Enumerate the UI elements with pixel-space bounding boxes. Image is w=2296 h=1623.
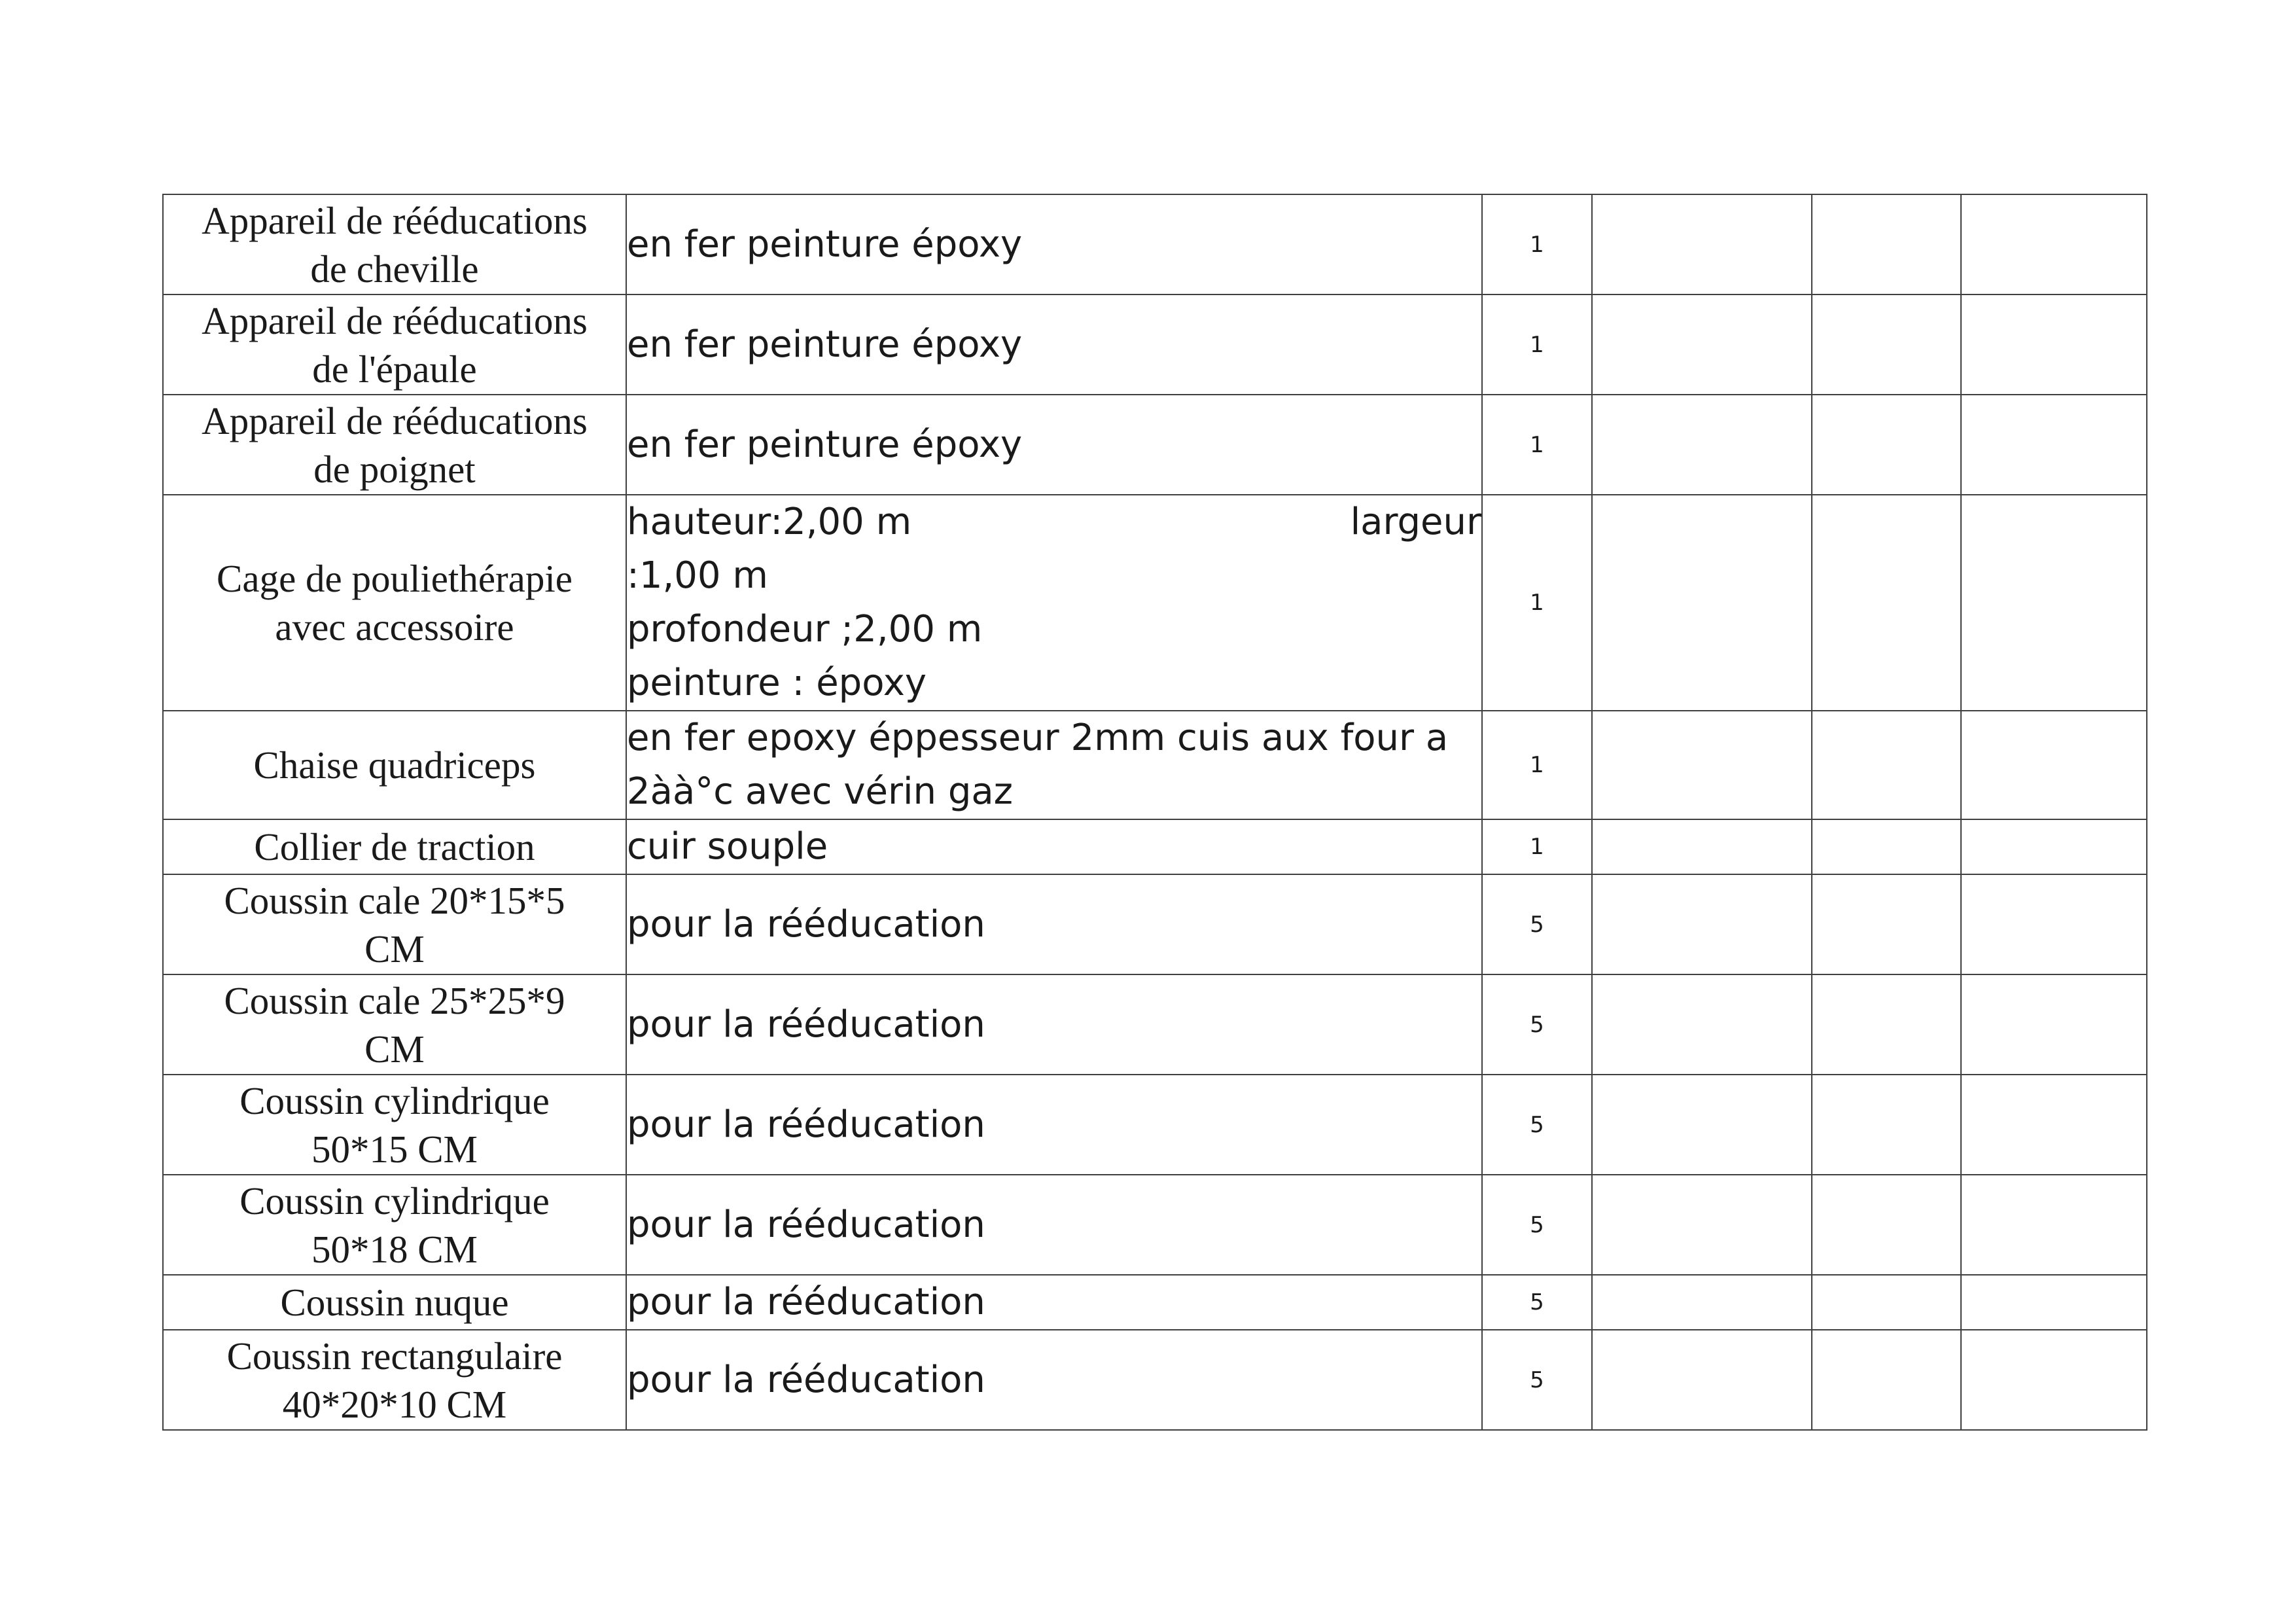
item-name-cell xyxy=(163,874,626,974)
empty-cell xyxy=(1592,194,1812,294)
item-description-cell xyxy=(626,1175,1482,1275)
item-name-cell xyxy=(163,1175,626,1275)
item-name-line: Coussin cale 20*15*5 xyxy=(224,878,565,922)
item-name-line: Coussin rectangulaire xyxy=(226,1334,563,1378)
empty-cell xyxy=(1812,395,1961,495)
item-description-line: pour la rééducation xyxy=(627,1358,985,1401)
empty-cell xyxy=(1812,819,1961,874)
empty-cell xyxy=(1812,974,1961,1075)
item-name-line: de cheville xyxy=(310,247,479,291)
item-name-line: 50*18 CM xyxy=(311,1227,478,1271)
table-row xyxy=(163,874,2147,974)
empty-cell xyxy=(1961,1075,2147,1175)
table-row xyxy=(163,395,2147,495)
equipment-table xyxy=(162,194,2147,1431)
item-quantity: 5 xyxy=(1482,974,1592,1075)
item-description-cell xyxy=(626,974,1482,1075)
item-description-cell xyxy=(626,495,1482,711)
item-description-cell xyxy=(626,711,1482,819)
empty-cell xyxy=(1812,1075,1961,1175)
empty-cell xyxy=(1961,711,2147,819)
empty-cell xyxy=(1812,294,1961,395)
item-name-line: de poignet xyxy=(313,447,476,491)
item-quantity: 1 xyxy=(1482,395,1592,495)
empty-cell xyxy=(1592,1075,1812,1175)
item-description-fragment: largeur xyxy=(1350,501,1481,543)
table-row xyxy=(163,294,2147,395)
item-name-line: 50*15 CM xyxy=(311,1127,478,1171)
item-description-line: pour la rééducation xyxy=(627,1103,985,1146)
table-row xyxy=(163,819,2147,874)
item-quantity: 5 xyxy=(1482,1330,1592,1430)
item-name-line: Coussin cylindrique xyxy=(239,1179,550,1222)
item-description-cell xyxy=(626,395,1482,495)
item-name-cell xyxy=(163,395,626,495)
item-name-line: Collier de traction xyxy=(254,825,535,868)
empty-cell xyxy=(1812,1275,1961,1330)
item-description-line: profondeur ;2,00 m xyxy=(627,608,983,651)
item-name-cell xyxy=(163,819,626,874)
item-quantity: 5 xyxy=(1482,1175,1592,1275)
table-row xyxy=(163,194,2147,294)
empty-cell xyxy=(1812,874,1961,974)
item-name-line: de l'épaule xyxy=(312,347,477,391)
item-quantity: 1 xyxy=(1482,194,1592,294)
empty-cell xyxy=(1592,294,1812,395)
item-name-cell xyxy=(163,1330,626,1430)
item-description-line: pour la rééducation xyxy=(627,1003,985,1046)
empty-cell xyxy=(1812,194,1961,294)
item-name-line: Coussin nuque xyxy=(280,1281,509,1324)
item-name-line: CM xyxy=(364,927,425,971)
empty-cell xyxy=(1961,294,2147,395)
item-name-cell xyxy=(163,1075,626,1175)
item-name-line: Appareil de rééducations xyxy=(202,399,588,442)
item-description-line: en fer peinture époxy xyxy=(627,423,1023,466)
item-name-cell xyxy=(163,294,626,395)
empty-cell xyxy=(1961,819,2147,874)
item-name-cell xyxy=(163,194,626,294)
empty-cell xyxy=(1592,1275,1812,1330)
item-description-cell xyxy=(626,1275,1482,1330)
item-description-cell xyxy=(626,874,1482,974)
item-name-line: 40*20*10 CM xyxy=(282,1382,507,1426)
empty-cell xyxy=(1961,874,2147,974)
item-name-line: Appareil de rééducations xyxy=(202,198,588,242)
item-description-line: en fer peinture époxy xyxy=(627,223,1023,266)
table-row xyxy=(163,1330,2147,1430)
item-quantity: 5 xyxy=(1482,1075,1592,1175)
item-description-cell xyxy=(626,194,1482,294)
item-quantity: 5 xyxy=(1482,874,1592,974)
table-row xyxy=(163,1175,2147,1275)
empty-cell xyxy=(1592,495,1812,711)
empty-cell xyxy=(1592,711,1812,819)
item-description-cell xyxy=(626,294,1482,395)
empty-cell xyxy=(1592,395,1812,495)
item-quantity: 1 xyxy=(1482,294,1592,395)
item-description-cell xyxy=(626,1330,1482,1430)
empty-cell xyxy=(1961,974,2147,1075)
empty-cell xyxy=(1812,1175,1961,1275)
item-quantity: 1 xyxy=(1482,819,1592,874)
item-quantity: 5 xyxy=(1482,1275,1592,1330)
empty-cell xyxy=(1961,1275,2147,1330)
empty-cell xyxy=(1592,819,1812,874)
empty-cell xyxy=(1961,194,2147,294)
item-quantity: 1 xyxy=(1482,495,1592,711)
item-description-line: 2àà°c avec vérin gaz xyxy=(627,770,1014,813)
item-name-line: Chaise quadriceps xyxy=(253,743,536,787)
item-quantity: 1 xyxy=(1482,711,1592,819)
empty-cell xyxy=(1812,495,1961,711)
table-row xyxy=(163,1075,2147,1175)
table-row xyxy=(163,974,2147,1075)
item-name-line: CM xyxy=(364,1027,425,1071)
item-name-line: Appareil de rééducations xyxy=(202,298,588,342)
empty-cell xyxy=(1812,711,1961,819)
table-row xyxy=(163,1275,2147,1330)
item-description-cell xyxy=(626,819,1482,874)
item-name-cell xyxy=(163,1275,626,1330)
empty-cell xyxy=(1812,1330,1961,1430)
empty-cell xyxy=(1961,495,2147,711)
item-name-cell xyxy=(163,974,626,1075)
table-row xyxy=(163,495,2147,711)
item-name-line: Coussin cale 25*25*9 xyxy=(224,978,565,1022)
item-name-line: Coussin cylindrique xyxy=(239,1079,550,1122)
empty-cell xyxy=(1961,395,2147,495)
item-description-line: pour la rééducation xyxy=(627,1281,985,1323)
item-name-cell xyxy=(163,495,626,711)
item-description-line: pour la rééducation xyxy=(627,902,985,946)
item-name-cell xyxy=(163,711,626,819)
empty-cell xyxy=(1592,1175,1812,1275)
item-description-line: pour la rééducation xyxy=(627,1203,985,1246)
table-row xyxy=(163,711,2147,819)
item-name-line: Cage de pouliethérapie xyxy=(217,557,573,600)
item-description-line: peinture : époxy xyxy=(627,662,927,704)
item-description-line: :1,00 m xyxy=(627,554,768,597)
item-description-fragment: hauteur:2,00 m xyxy=(627,501,912,543)
item-description-cell xyxy=(626,1075,1482,1175)
empty-cell xyxy=(1592,1330,1812,1430)
item-description-line: en fer epoxy éppesseur 2mm cuis aux four a xyxy=(627,717,1449,759)
item-name-line: avec accessoire xyxy=(275,605,514,649)
item-description-line xyxy=(627,495,1481,549)
item-description-line: en fer peinture époxy xyxy=(627,323,1023,366)
empty-cell xyxy=(1592,974,1812,1075)
item-description-line: cuir souple xyxy=(627,825,828,868)
empty-cell xyxy=(1592,874,1812,974)
empty-cell xyxy=(1961,1330,2147,1430)
empty-cell xyxy=(1961,1175,2147,1275)
